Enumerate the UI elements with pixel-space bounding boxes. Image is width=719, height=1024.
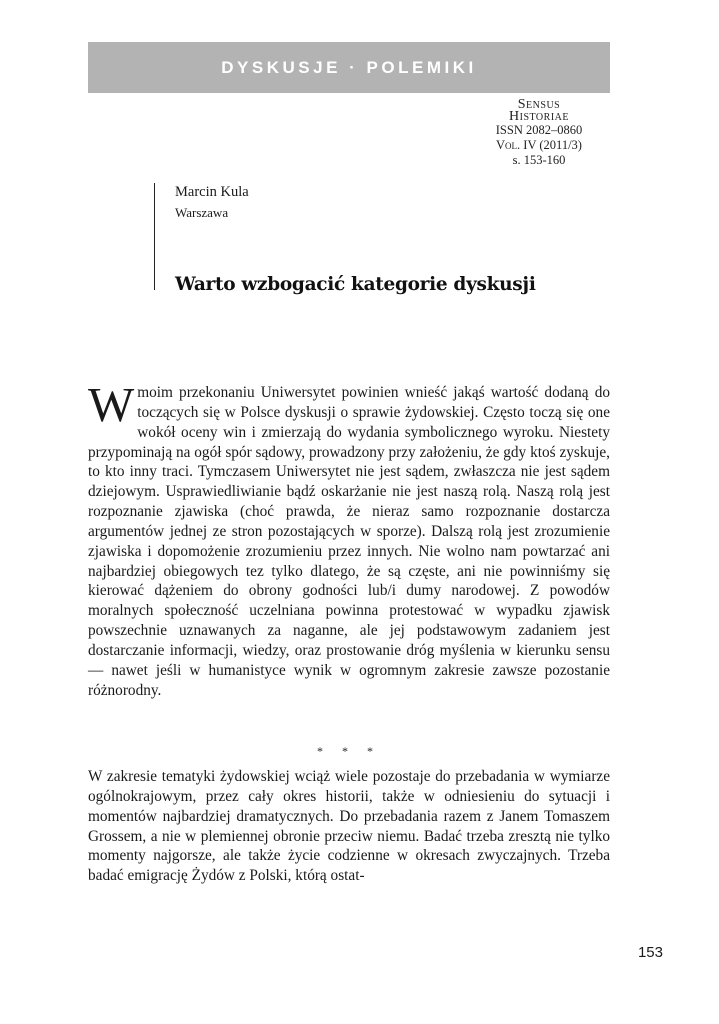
section-header-band (88, 42, 610, 93)
paragraph-1 (88, 377, 610, 701)
author-name: Marcin Kula (175, 184, 249, 200)
drop-cap: W (88, 377, 135, 432)
paragraph-2-text: W zakresie tematyki żydowskiej wciąż wiele pozostaje do przebadania w wymiarze ogólnokrajowym, przez cały okres historii, także w odniesieniu do sytuacji i momentów najbardziej dramatycznych. Do przebadania razem z Janem Tomaszem Grossem, a nie w plemiennej obronie przeciw niemu. Badać trzeba zresztą nie tylko momenty najgorsze, ale także życie codzienne w okresach zwyczajnych. Trzeba badać emigrację Żydów z Polski, którą ostat- (88, 768, 610, 885)
page-number: 153 (637, 944, 663, 961)
paragraph-2 (88, 767, 610, 886)
author-block (154, 183, 536, 295)
section-title: DYSKUSJE · POLEMIKI (221, 57, 477, 77)
journal-name-line1: Sensus (517, 97, 561, 112)
journal-info (468, 99, 610, 168)
journal-name-line2: Historiae (509, 109, 569, 124)
journal-volume: Vol. IV (2011/3) (496, 138, 582, 152)
article-title: Warto wzbogacić kategorie dyskusji (175, 274, 536, 295)
author-city: Warszawa (175, 205, 229, 220)
section-separator: * * * (317, 744, 381, 758)
journal-issn: ISSN 2082–0860 (495, 123, 583, 137)
journal-pages: s. 153-160 (512, 153, 566, 167)
paragraph-1-text: moim przekonaniu Uniwersytet powinien wnieść jakąś wartość dodaną do toczących się w Polsce dyskusji o sprawie żydowskiej. Często toczą się one wokół oceny win i zmierzają do wydania symbolicznego wyroku. Niestety przypominają na ogół spór sądowy, prowadzony przy założeniu, że gdy ktoś zyskuje, to kto inny traci. Tymczasem Uniwersytet nie jest sądem, zwłaszcza nie jest sądem dziejowym. Usprawiedliwianie bądź oskarżanie nie jest naszą rolą. Naszą rolą jest rozpoznanie zjawiska (choć prawda, że nieraz samo rozpoznanie dostarcza argumentów jednej ze stron pozostających w sporze). Dalszą rolą jest zrozumienie zjawiska i dopomożenie zrozumieniu przez innych. Nie wolno nam powtarzać ani najbardziej obiegowych tez tylko dlatego, że są częste, ani nie powinniśmy się kierować dążeniem do obrony godności lub/i dumy narodowej. Z powodów moralnych społeczność uczelniana powinna protestować w wypadku zjawisk powszechnie uznawanych za naganne, ale jej podstawowym zadaniem jest dostarczanie informacji, wiedzy, oraz prostowanie dróg myślenia w kierunku sensu — nawet jeśli w humanistyce wynik w ogromnym zakresie zawsze pozostanie różnorodny. (88, 384, 610, 699)
